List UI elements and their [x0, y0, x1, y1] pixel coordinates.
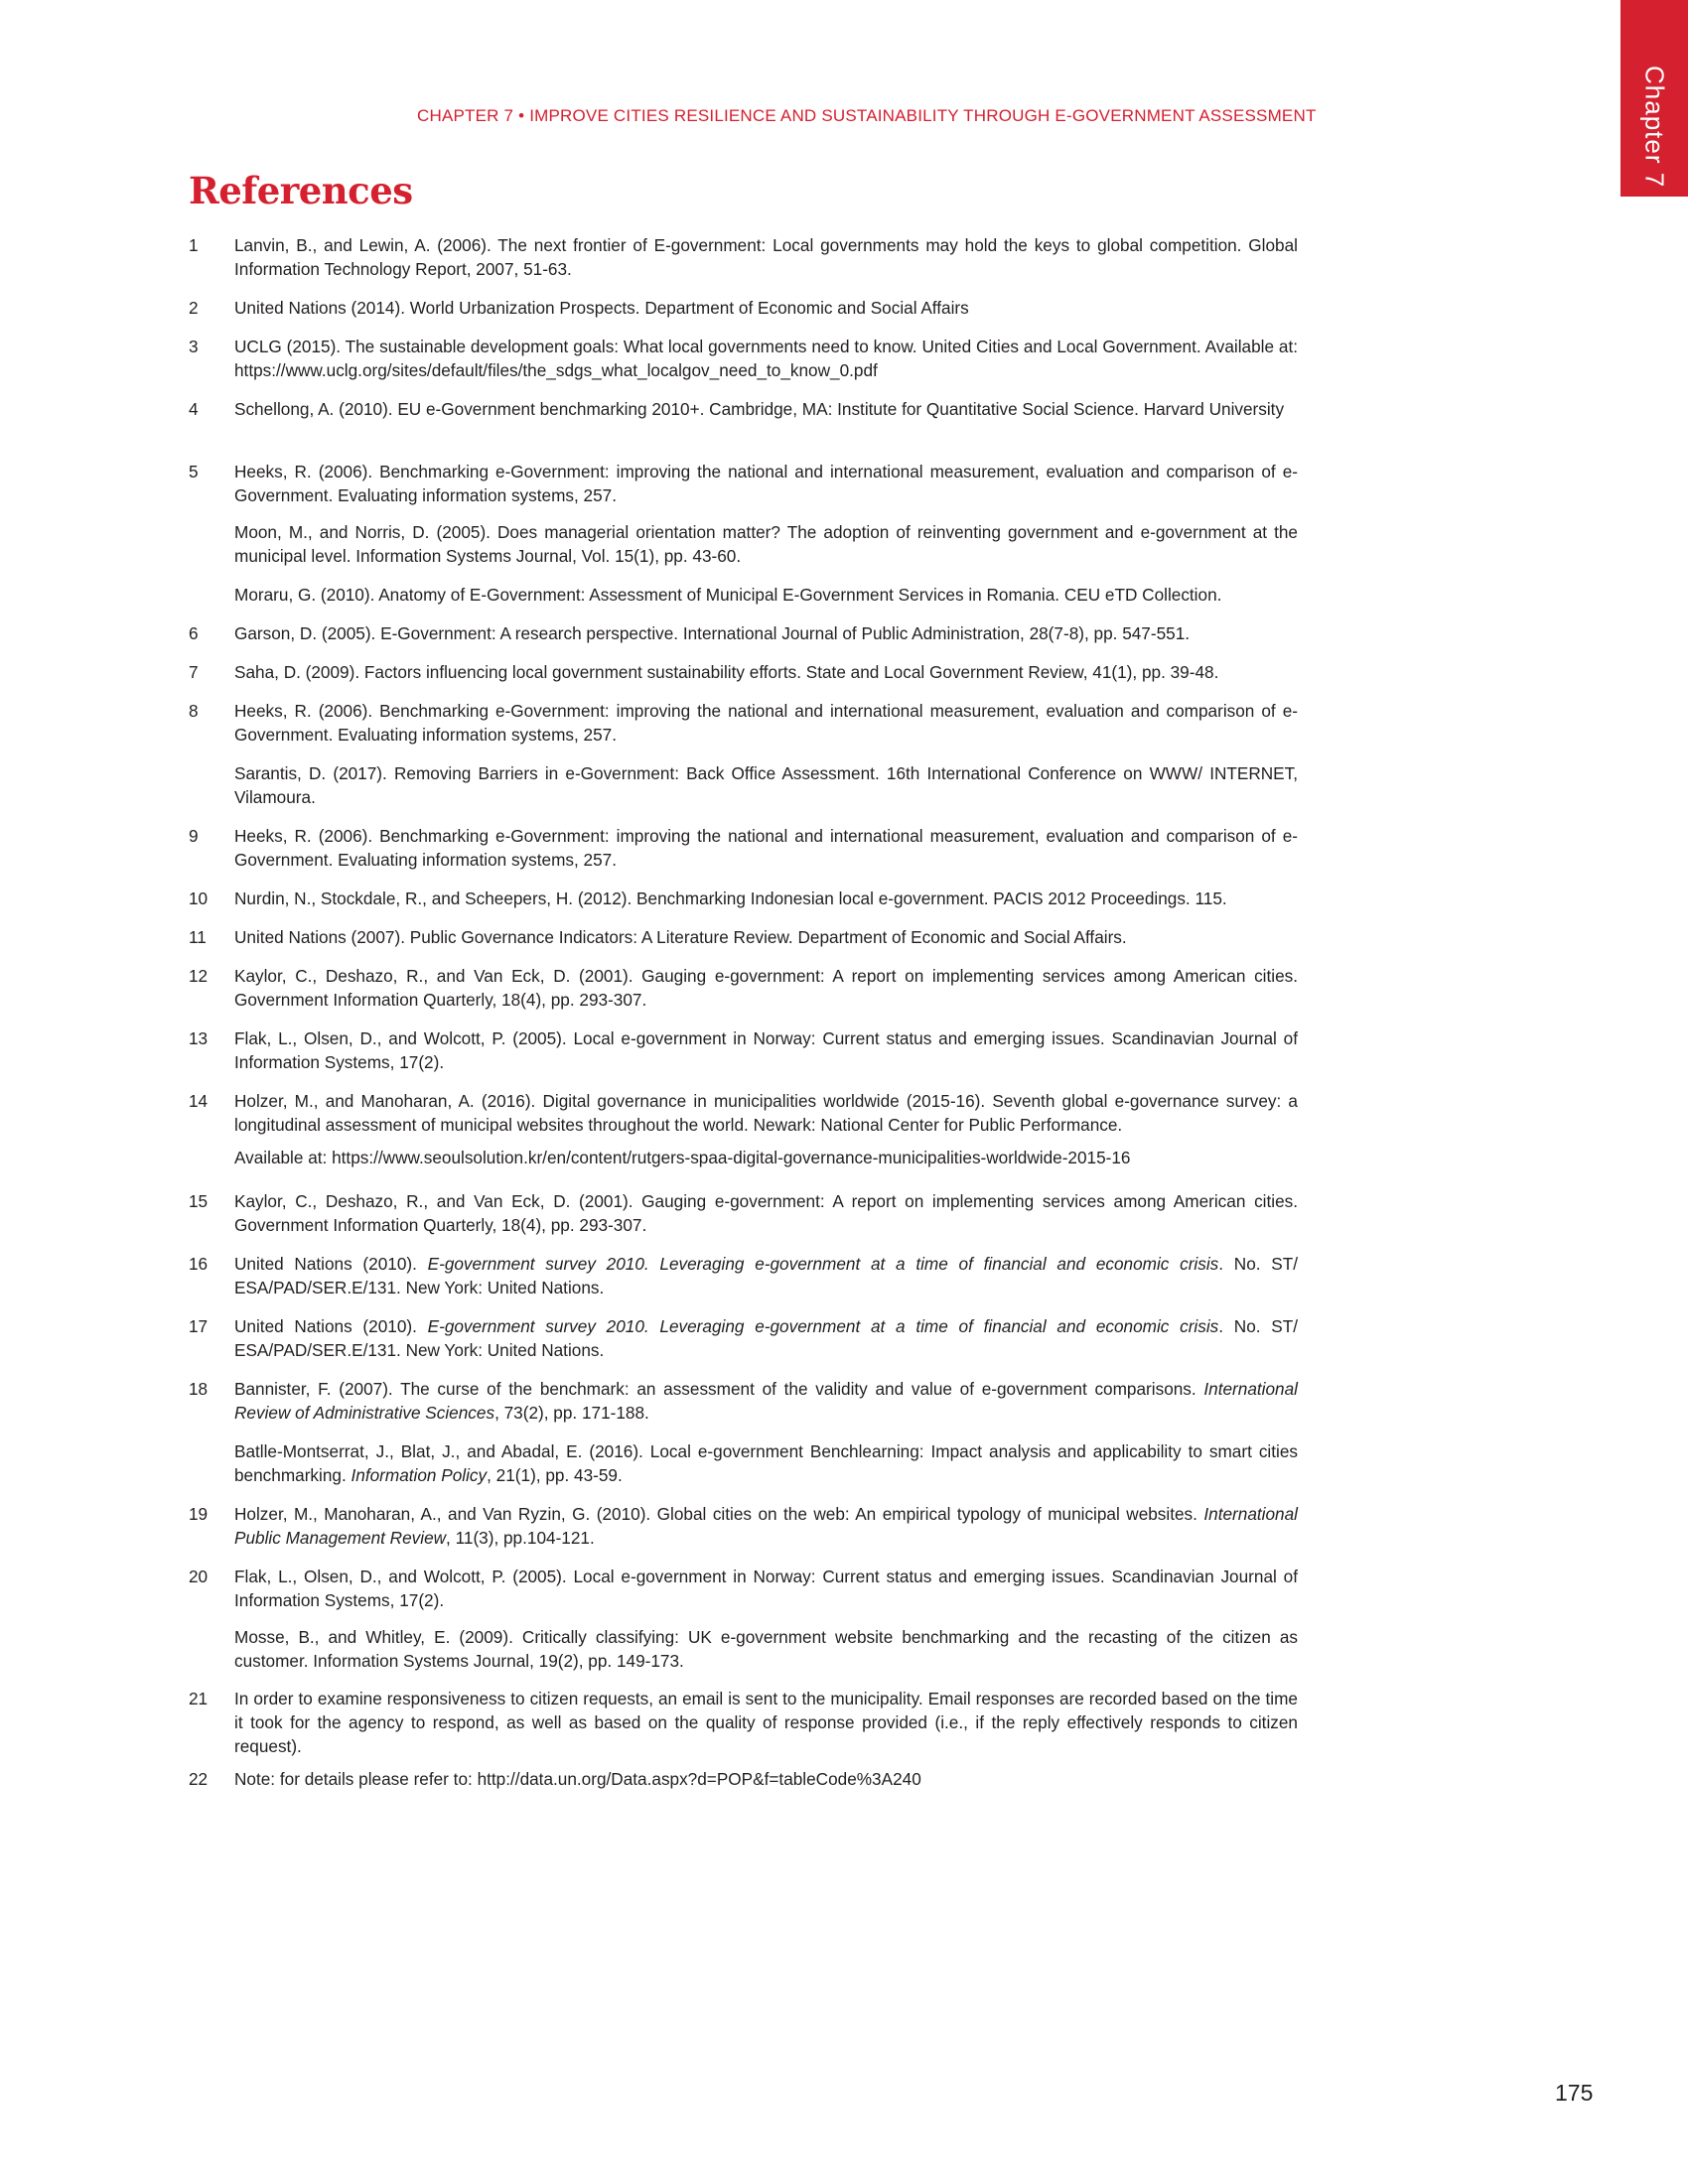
- reference-item: [189, 925, 1298, 949]
- reference-text: [234, 1502, 1298, 1550]
- reference-number: 3: [189, 337, 199, 356]
- reference-number: 10: [189, 888, 209, 908]
- reference-item: [189, 1502, 1298, 1550]
- reference-text-tail: , 11(3), pp.104-121.: [446, 1528, 595, 1548]
- reference-item: [189, 1377, 1298, 1425]
- reference-text: United Nations (2007). Public Governance Indicators: A Literature Review. Department of Economic and Social Affairs.: [234, 927, 1127, 947]
- reference-text: Moon, M., and Norris, D. (2005). Does managerial orientation matter? The adoption of reinventing government and e-government at the municipal level. Information Systems Journal, Vol. 15(1), pp. 43-60.: [234, 522, 1298, 566]
- reference-item: [189, 1089, 1298, 1137]
- reference-text: Flak, L., Olsen, D., and Wolcott, P. (2005). Local e-government in Norway: Current status and emerging issues. Scandinavian Journal of Information Systems, 17(2).: [234, 1567, 1298, 1610]
- reference-text: Mosse, B., and Whitley, E. (2009). Critically classifying: UK e-government website benchmarking and the recasting of the citizen as customer. Information Systems Journal, 19(2), pp. 149-173.: [234, 1627, 1298, 1671]
- reference-item: [189, 520, 1298, 568]
- reference-text: Note: for details please refer to: http://data.un.org/Data.aspx?d=POP&f=tableCode%3A240: [234, 1769, 921, 1789]
- reference-text: [234, 1252, 1298, 1299]
- reference-number: 17: [189, 1316, 209, 1336]
- reference-number: 8: [189, 701, 199, 721]
- reference-item: [189, 296, 1298, 320]
- reference-text: [234, 1314, 1298, 1362]
- reference-text: Heeks, R. (2006). Benchmarking e-Government: improving the national and international measurement, evaluation and comparison of e-Government. Evaluating information systems, 257.: [234, 701, 1298, 745]
- reference-number: 1: [189, 235, 199, 255]
- reference-number: 20: [189, 1567, 209, 1586]
- chapter-tab: [1620, 0, 1688, 197]
- reference-item: [189, 1252, 1298, 1299]
- reference-text: United Nations (2014). World Urbanization Prospects. Department of Economic and Social Affairs: [234, 298, 969, 318]
- reference-item: [189, 699, 1298, 747]
- reference-item: [189, 1625, 1298, 1673]
- reference-text: Moraru, G. (2010). Anatomy of E-Government: Assessment of Municipal E-Government Services in Romania. CEU eTD Collection.: [234, 585, 1222, 605]
- reference-item: [189, 621, 1298, 645]
- reference-number: 13: [189, 1028, 209, 1048]
- reference-item: [189, 660, 1298, 684]
- reference-item: [189, 1767, 1298, 1791]
- reference-item: [189, 887, 1298, 910]
- reference-number: 21: [189, 1689, 209, 1708]
- reference-number: 22: [189, 1769, 209, 1789]
- reference-text: Nurdin, N., Stockdale, R., and Scheepers, H. (2012). Benchmarking Indonesian local e-government. PACIS 2012 Proceedings. 115.: [234, 888, 1227, 908]
- reference-item: [189, 1189, 1298, 1237]
- reference-item: [189, 964, 1298, 1012]
- reference-text-lead: Holzer, M., Manoharan, A., and Van Ryzin, G. (2010). Global cities on the web: An empirical typology of municipal websites.: [234, 1504, 1204, 1524]
- reference-text: Schellong, A. (2010). EU e-Government benchmarking 2010+. Cambridge, MA: Institute for Quantitative Social Science. Harvard University: [234, 399, 1285, 419]
- reference-number: 18: [189, 1379, 209, 1399]
- reference-italic-title: E-government survey 2010. Leveraging e-government at a time of financial and economic crisis: [427, 1254, 1219, 1274]
- reference-italic-title: E-government survey 2010. Leveraging e-government at a time of financial and economic crisis: [427, 1316, 1219, 1336]
- reference-text: [234, 1439, 1298, 1487]
- reference-text-lead: Batlle-Montserrat, J., Blat, J., and Abadal, E. (2016). Local e-government Benchlearning: Impact analysis and applicability to smart cities benchmarking.: [234, 1441, 1298, 1485]
- reference-text: Heeks, R. (2006). Benchmarking e-Government: improving the national and international measurement, evaluation and comparison of e-Government. Evaluating information systems, 257.: [234, 826, 1298, 870]
- reference-item: [189, 460, 1298, 507]
- reference-text-tail: , 21(1), pp. 43-59.: [487, 1465, 623, 1485]
- reference-text: Heeks, R. (2006). Benchmarking e-Government: improving the national and international measurement, evaluation and comparison of e-Government. Evaluating information systems, 257.: [234, 462, 1298, 505]
- reference-italic-title: Information Policy: [351, 1465, 488, 1485]
- reference-text: Garson, D. (2005). E-Government: A research perspective. International Journal of Public Administration, 28(7-8), pp. 547-551.: [234, 623, 1191, 643]
- reference-text-lead: United Nations (2010).: [234, 1254, 428, 1274]
- page-title: References: [189, 169, 413, 212]
- reference-text: Kaylor, C., Deshazo, R., and Van Eck, D. (2001). Gauging e-government: A report on implementing services among American cities. Government Information Quarterly, 18(4), pp. 293-307.: [234, 1191, 1298, 1235]
- reference-item: [189, 1439, 1298, 1487]
- reference-number: 2: [189, 298, 199, 318]
- reference-item: [189, 824, 1298, 872]
- reference-text: Lanvin, B., and Lewin, A. (2006). The next frontier of E-government: Local governments may hold the keys to global competition. Global Information Technology Report, 2007, 51-63.: [234, 235, 1298, 279]
- reference-number: 7: [189, 662, 199, 682]
- reference-text: Holzer, M., and Manoharan, A. (2016). Digital governance in municipalities worldwide (2015-16). Seventh global e-governance survey: a longitudinal assessment of municipal websites throughout the world. Newark: National Center for Public Performance.: [234, 1091, 1298, 1135]
- reference-number: 15: [189, 1191, 209, 1211]
- reference-text: Kaylor, C., Deshazo, R., and Van Eck, D. (2001). Gauging e-government: A report on implementing services among American cities. Government Information Quarterly, 18(4), pp. 293-307.: [234, 966, 1298, 1010]
- reference-number: 4: [189, 399, 199, 419]
- reference-number: 9: [189, 826, 199, 846]
- reference-item: [189, 1314, 1298, 1362]
- reference-number: 6: [189, 623, 199, 643]
- reference-text-tail: . No. ST/ ESA/PAD/SER.E/131. New York: United Nations.: [234, 1316, 1298, 1360]
- reference-number: 12: [189, 966, 209, 986]
- reference-item: [189, 1565, 1298, 1612]
- reference-item: [189, 1026, 1298, 1074]
- reference-number: 19: [189, 1504, 209, 1524]
- reference-italic-title: International Review of Administrative Sciences: [234, 1379, 1298, 1423]
- reference-item: [189, 397, 1298, 421]
- reference-item: [189, 335, 1298, 382]
- reference-text: Available at: https://www.seoulsolution.kr/en/content/rutgers-spaa-digital-governance-municipalities-worldwide-2015-16: [234, 1148, 1131, 1167]
- chapter-tab-label: Chapter 7: [1639, 66, 1670, 189]
- reference-text: Flak, L., Olsen, D., and Wolcott, P. (2005). Local e-government in Norway: Current status and emerging issues. Scandinavian Journal of Information Systems, 17(2).: [234, 1028, 1298, 1072]
- reference-number: 5: [189, 462, 199, 481]
- reference-text-lead: Bannister, F. (2007). The curse of the benchmark: an assessment of the validity and value of e-government comparisons.: [234, 1379, 1204, 1399]
- reference-text: Saha, D. (2009). Factors influencing local government sustainability efforts. State and Local Government Review, 41(1), pp. 39-48.: [234, 662, 1219, 682]
- page-number: 175: [1555, 2080, 1594, 2106]
- reference-text-tail: . No. ST/ ESA/PAD/SER.E/131. New York: United Nations.: [234, 1254, 1298, 1297]
- reference-number: 14: [189, 1091, 209, 1111]
- reference-text: UCLG (2015). The sustainable development goals: What local governments need to know. United Cities and Local Government. Available at: https://www.uclg.org/sites/default/files/the_sdgs_what_localgov_need_to_know_0.pdf: [234, 337, 1298, 380]
- reference-number: 11: [189, 927, 207, 947]
- reference-text: Sarantis, D. (2017). Removing Barriers in e-Government: Back Office Assessment. 16th International Conference on WWW/ INTERNET, Vilamoura.: [234, 763, 1298, 807]
- reference-text-tail: , 73(2), pp. 171-188.: [494, 1403, 649, 1423]
- reference-text-lead: United Nations (2010).: [234, 1316, 428, 1336]
- reference-number: 16: [189, 1254, 209, 1274]
- reference-text: In order to examine responsiveness to citizen requests, an email is sent to the municipality. Email responses are recorded based on the time it took for the agency to respond, as well as based on the quality of response provided (i.e., if the reply effectively responds to citizen request).: [234, 1689, 1298, 1756]
- reference-item: [189, 761, 1298, 809]
- reference-item: [189, 1146, 1298, 1169]
- reference-item: [189, 233, 1298, 281]
- reference-item: [189, 583, 1298, 607]
- running-head: CHAPTER 7 • IMPROVE CITIES RESILIENCE AND SUSTAINABILITY THROUGH E-GOVERNMENT ASSESSMENT: [417, 106, 1317, 125]
- reference-text: [234, 1377, 1298, 1425]
- reference-item: [189, 1687, 1298, 1758]
- reference-italic-title: International Public Management Review: [234, 1504, 1298, 1548]
